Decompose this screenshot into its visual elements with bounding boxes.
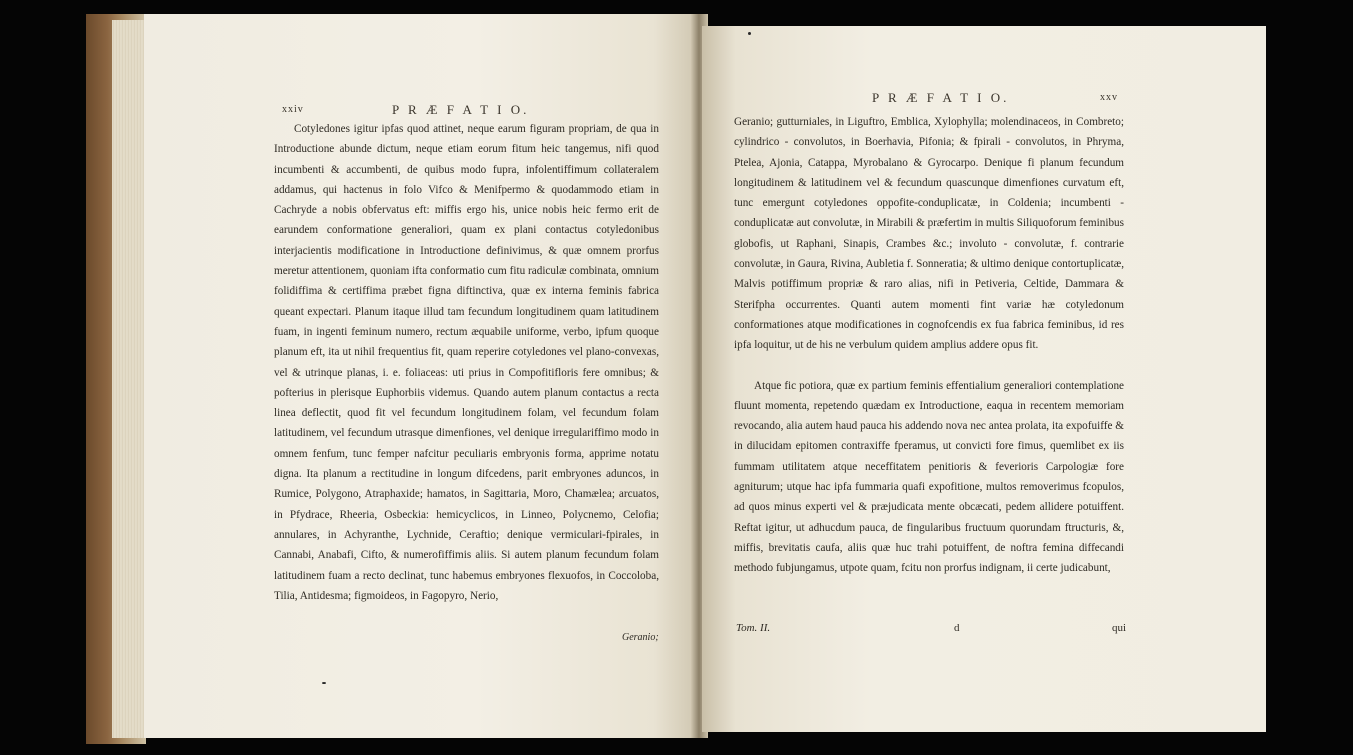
left-page-text xyxy=(274,119,659,606)
left-page-number: xxiv xyxy=(282,104,304,115)
ink-speck xyxy=(748,32,751,35)
right-catchword: qui xyxy=(1112,622,1127,634)
left-page xyxy=(144,14,698,738)
right-page-text xyxy=(734,112,1124,579)
left-catchword: Geranio; xyxy=(622,632,659,643)
ink-mark xyxy=(322,682,326,684)
right-paragraph-2: Atque fic potiora, quæ ex partium feminis effentialium generaliori contemplatione fluunt momenta, repetendo quædam ex Introductione, eaqua in recentem memoriam revocando, alia autem haud pauca his addendo nova nec antea prolata, ita expofuiffe & in dilucidam epitomen contraxiffe fperamus, ut convicti fore fimus, quemlibet ex iis fummam utilitatem atque neceffitatem penitioris & feverioris Carpologiæ fore agniturum; utque hac ipfa fummaria quafi expofitione, multos removerimus fcopulos, ad quos minus experti vel & præjudicata mente obcæcati, pedem allidere potuiffent. Reftat igitur, ut adhucdum pauca, de fingularibus fructuum quorundam ftructuris, &, miffis, brevitatis caufa, aliis quæ huc trahi potuiffent, de noftra femina diffecandi methodo fubjungamus, utpote quam, fcitu non prorfus indignam, ii certe judicabunt, xyxy=(734,379,1124,575)
left-paragraph: Cotyledones igitur ipfas quod attinet, neque earum figuram propriam, de qua in Introductione abunde dictum, neque etiam eorum fitum heic tangemus, nifi quod incumbenti & accumbenti, de quibus modo fupra, infolentiffimum collateralem addamus, qui hactenus in folo Vifco & Menifpermo & quodammodo etiam in Cachryde a nobis obfervatus eft: miffis ergo his, unice nobis heic fermo erit de earundem conformatione generaliori, quam ex plani contactus cotyledonibus interjacientis modificatione in Introductione definivimus, & quæ omnem prorfus meretur attentionem, quoniam ifta conformatio cum fitu radiculæ combinata, omnium folidiffima & certiffima præbet figna diftinctiva, quæ ex interna feminis fabrica queant expectari. Planum itaque illud tam fecundum longitudinem quam latitudinem fuam, in ingenti feminum numero, rectum æquabile uniforme, verbo, ipfum quoque planum eft, ita ut nihil frequentius fit, quam reperire cotyledones vel plano-convexas, vel & utrinque planas, i. e. foliaceas: uti prius in Compofitifloris fere omnibus; & pofterius in plerisque Euphorbiis videmus. Quando autem planum contactus a recta linea deflectit, quod fit vel fecundum longitudinem folam, vel fecundum folam latitudinem, vel fecundum utrasque dimenfiones, vel denique irregulariffimo modo in omnem fenfum, tunc femper nafcitur peculiaris embryonis forma, apprime notatu digna. Ita planum a rectitudine in longum difcedens, parit embryones aduncos, in Rumice, Polygono, Atraphaxide; hamatos, in Sagittaria, Moro, Chamælea; arcuatos, in Pfydrace, Rheeria, Osbeckia: hemicyclicos, in Linneo, Polycnemo, Celofia; annulares, in Achyranthe, Lychnide, Ceraftio; denique vermiculari-fpirales, in Cannabi, Anabafi, Cifto, & numerofiffimis aliis. Si autem planum fecundum folam latitudinem fuam a recto declinat, tunc habemus embryones flexuofos, in Coccoloba, Tilia, Antidesma; figmoideos, in Fagopyro, Nerio, xyxy=(274,123,659,602)
right-running-header: P R Æ F A T I O. xyxy=(872,90,1010,105)
right-page xyxy=(702,26,1266,732)
page-edges xyxy=(112,20,148,738)
right-page-number: xxv xyxy=(1100,92,1118,103)
signature-volume: Tom. II. xyxy=(736,622,771,634)
left-running-header: P R Æ F A T I O. xyxy=(392,102,530,117)
right-paragraph-1: Geranio; gutturniales, in Liguftro, Emblica, Xylophylla; molendinaceos, in Combreto; cylindrico - convolutos, in Boerhavia, Pifonia; & fpirali - convolutos, in Phryma, Ptelea, Ajonia, Catappa, Myrobalano & Gyrocarpo. Denique fi planum fecundum longitudinem & latitudinem vel & fecundum quascunque dimenfiones curvatum eft, tunc emergunt cotyledones oppofite-conduplicatæ, in Coldenia; incumbenti - conduplicatæ aut convolutæ, in Mirabili & præfertim in multis Siliquoforum feminibus globofis, ut Raphani, Sinapis, Crambes &c.; involuto - convolutæ, f. contrarie convolutæ, in Gaura, Rivina, Aubletia f. Sonneratia; & ultimo denique contortuplicatæ, Malvis potiffimum propriæ & raro alias, nifi in Petiveria, Celtide, Dammara & Sterifpha occurrentes. Quanti autem momenti fint variæ hæ cotyledonum conformationes atque modificationes in cognofcendis ex fua fabrica feminibus, id res ipfa loquitur, ut de his ne verbulum quidem amplius addere opus fit. xyxy=(734,116,1124,352)
signature-mark: d xyxy=(954,622,960,634)
